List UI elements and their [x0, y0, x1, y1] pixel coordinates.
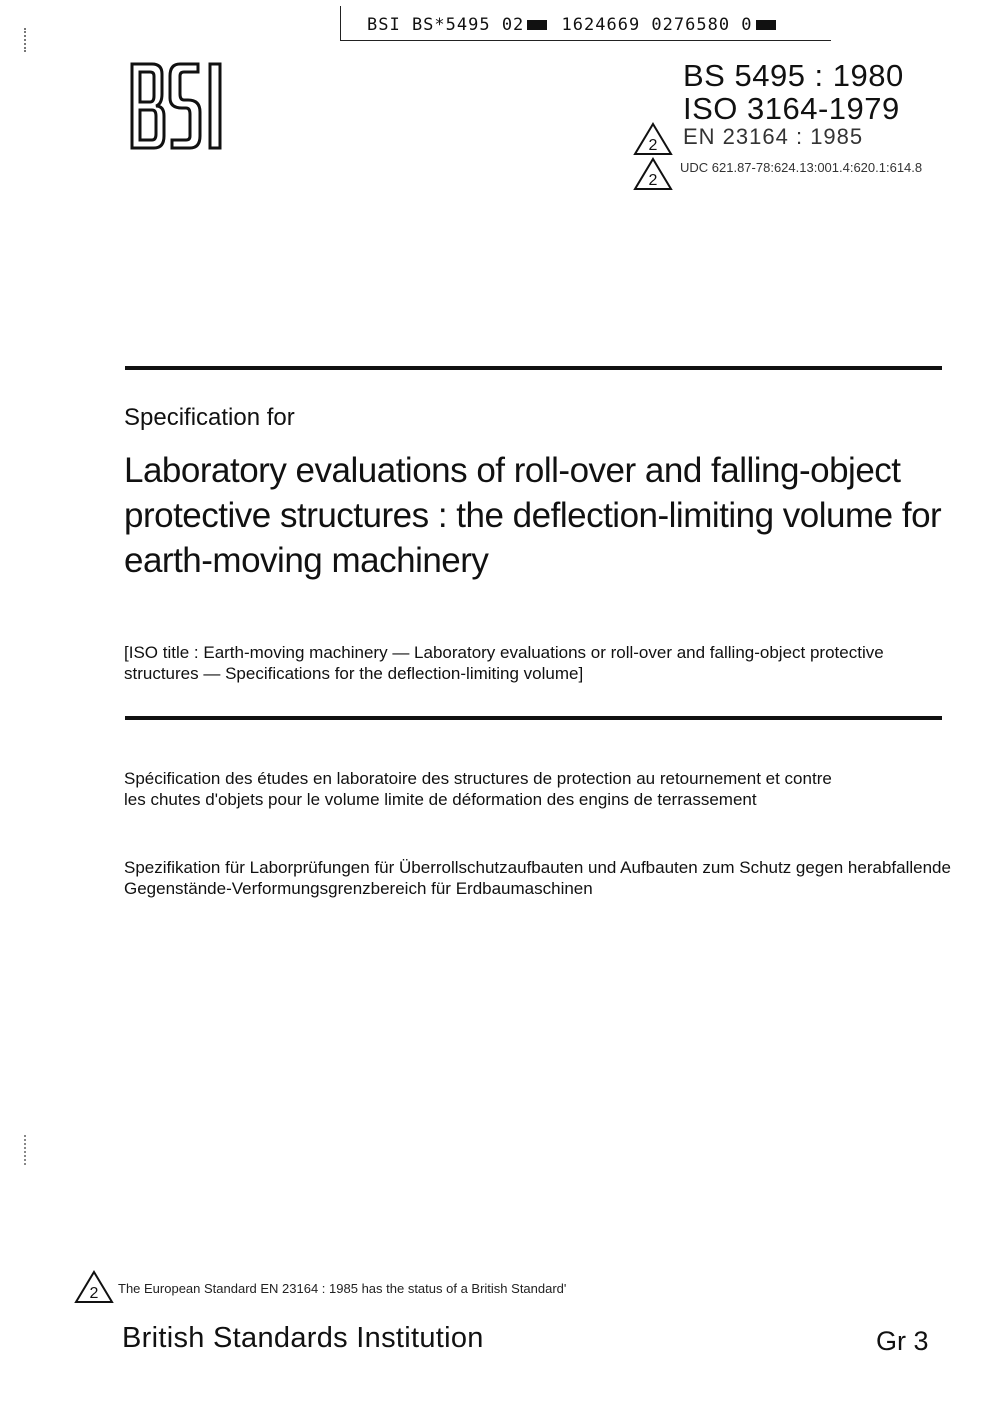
divider-middle [125, 716, 942, 720]
amendment-triangle-icon [633, 157, 673, 191]
german-title: Spezifikation für Laborprüfungen für Überrollschutzaufbauten und Aufbauten zum Schutz gegen herabfallende Gegenstände-Verformungsgrenzbereich für Erdbaumaschinen [124, 858, 951, 898]
organization-name: British Standards Institution [122, 1322, 484, 1354]
iso-title: [ISO title : Earth-moving machinery — Laboratory evaluations or roll-over and falling-object protective structures — Specifications for the deflection-limiting volume] [124, 643, 884, 683]
amendment-number: 2 [648, 137, 658, 154]
catalog-code-part-2: 1624669 0276580 0 [561, 15, 753, 35]
catalog-code-part-1: BSI BS*5495 02 [367, 15, 525, 35]
catalog-code [367, 15, 779, 35]
en-number: EN 23164 : 1985 [683, 124, 864, 149]
barcode-block [756, 20, 776, 30]
udc-number: UDC 621.87-78:624.13:001.4:620.1:614.8 [680, 160, 923, 175]
divider-top [125, 366, 942, 370]
amendment-triangle-icon [633, 122, 673, 156]
amendment-number: 2 [89, 1285, 99, 1302]
price-grade: Gr 3 [876, 1326, 929, 1356]
main-title: Laboratory evaluations of roll-over and falling-object protective structures : the deflection-limiting volume for earth-moving machinery [124, 451, 942, 580]
title-prefix: Specification for [124, 404, 295, 431]
scan-specks [24, 1135, 29, 1165]
status-note: The European Standard EN 23164 : 1985 has the status of a British Standard' [118, 1281, 567, 1296]
bs-number: BS 5495 : 1980 [683, 58, 904, 93]
iso-number: ISO 3164-1979 [683, 91, 900, 126]
amendment-number: 2 [648, 172, 658, 189]
amendment-triangle-icon [74, 1270, 114, 1304]
scan-specks [24, 28, 29, 52]
barcode-block [527, 20, 547, 30]
french-title: Spécification des études en laboratoire des structures de protection au retournement et contre les chutes d'objets pour le volume limite de déformation des engins de terrassement [124, 769, 832, 809]
bsi-logo [128, 60, 232, 152]
